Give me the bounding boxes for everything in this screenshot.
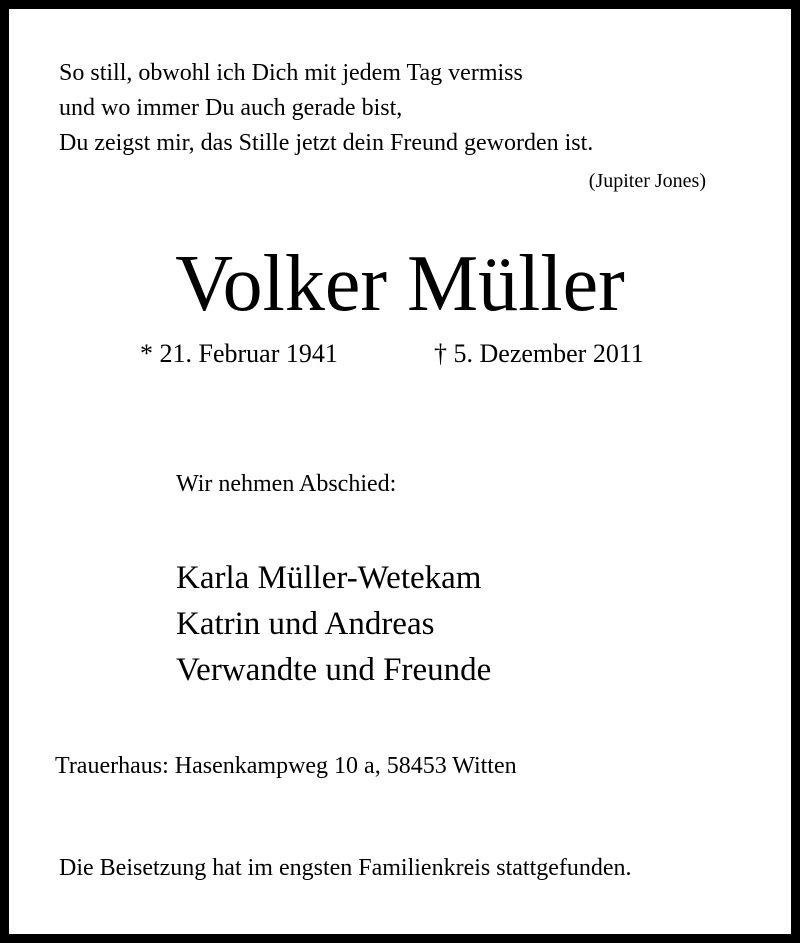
birth-date: * 21. Februar 1941 xyxy=(140,339,338,368)
burial-note: Die Beisetzung hat im engsten Familienkreis stattgefunden. xyxy=(59,855,632,881)
farewell-heading: Wir nehmen Abschied: xyxy=(176,471,397,497)
poem-line: Du zeigst mir, das Stille jetzt dein Freund geworden ist. xyxy=(59,130,594,156)
mourner-name: Katrin und Andreas xyxy=(176,606,435,642)
mourner-name: Karla Müller-Wetekam xyxy=(176,560,482,596)
poem-attribution: (Jupiter Jones) xyxy=(588,170,706,192)
poem-line: So still, obwohl ich Dich mit jedem Tag vermiss xyxy=(59,60,523,86)
poem-line: und wo immer Du auch gerade bist, xyxy=(59,95,403,121)
mourner-name: Verwandte und Freunde xyxy=(176,652,492,688)
mourning-house-address: Trauerhaus: Hasenkampweg 10 a, 58453 Witten xyxy=(55,753,517,779)
deceased-name: Volker Müller xyxy=(175,240,625,328)
death-date: † 5. Dezember 2011 xyxy=(434,339,644,368)
